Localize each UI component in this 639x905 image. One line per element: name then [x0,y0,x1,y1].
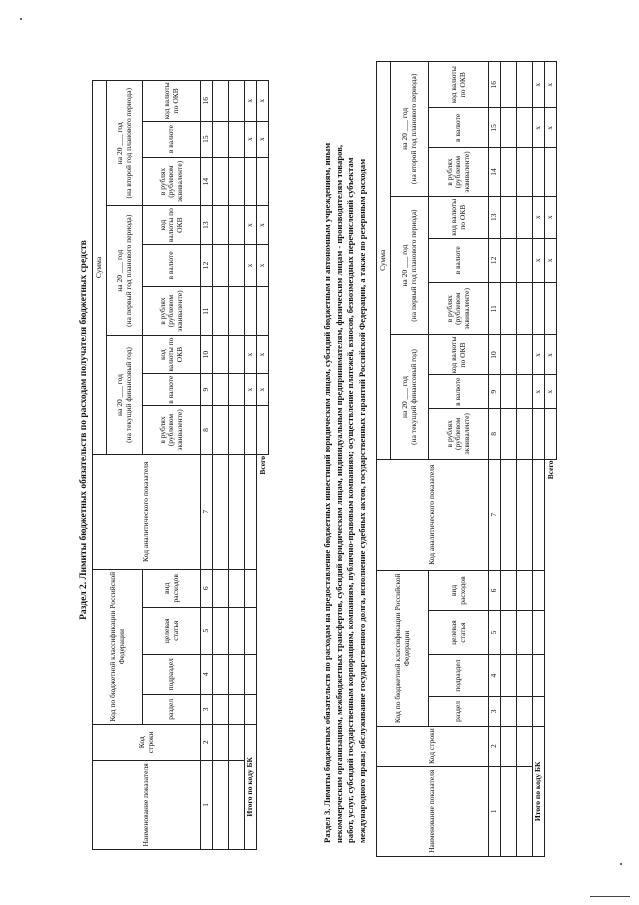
hdr-year-1: на 20 ___ год (на текущий финансовый год) [107,336,143,455]
vsego-label: Всего [545,460,555,480]
itogo-row: Итого по коду БК x x x x x x [245,81,257,850]
hdr-rub-1: в рублях (рублевом эквиваленте) [143,406,201,455]
table-row [213,81,229,850]
scan-edge-line [590,896,630,897]
hdr-name: Наименование показателя [377,766,489,856]
hdr-name: Наименование показателя [93,760,201,849]
vsego-row: Всего x x x x x x [257,81,269,850]
vsego-label: Всего [257,455,267,475]
hdr-summa: Сумма [93,81,107,455]
hdr-row-code: Код строки [93,724,201,760]
hdr-okv-1: код валюты по ОКВ [143,336,201,374]
vsego-row: Всего x x x x x x [545,62,557,857]
hdr-cel-statya: целевая статья [429,610,489,654]
hdr-val-2: в валюте [429,238,489,282]
hdr-rub-2: в рублях (рублевом эквиваленте) [429,282,489,335]
section3-title: Раздел 3. Лимиты бюджетных обязательств по расходам на предоставление бюджетных инвестиций юридическим лицам, субсидий бюджетным и автономным учреждениям, иным некоммерческим организациям, межбюджетных трансфертов, субсидий юридическим лицам, индивидуальным предпринимателям, физическим лицам - производителям товаров, работ, услуг, субсидий государственным корпорациям, компаниям, публично-правовым компаниям; осуществление платежей, взносов, безвозмездных перечислений субъектам международного права; обслуживание государственного долга, исполнение судебных актов, государственных гарантий Российской Федерации, а также по резервным расходам [322,142,367,843]
hdr-val-1: в валюте [429,375,489,409]
hdr-rub-3: в рублях (рублевом эквиваленте) [143,157,201,206]
table-row [229,81,245,850]
hdr-rub-2: в рублях (рублевом эквиваленте) [143,287,201,336]
table-row [501,62,517,857]
section2-table [92,80,269,850]
hdr-vid-rashodov: вид расходов [143,569,201,607]
itogo-label: Итого по коду БК [533,726,545,856]
hdr-year-3: на 20 ___ год (на второй год планового периода) [391,62,429,197]
hdr-val-3: в валюте [429,108,489,148]
hdr-bk-group: Код по бюджетной классификации Российской Федерации [377,570,429,726]
itogo-label: Итого по коду БК [245,724,257,849]
hdr-vid-rashodov: вид расходов [429,570,489,610]
section2-title: Раздел 2. Лимиты бюджетных обязательств по расходам получателя бюджетных средств [79,240,89,620]
hdr-cel-statya: целевая статья [143,607,201,654]
itogo-row: Итого по коду БК x x x x x x [533,62,545,857]
hdr-year-2: на 20 ___ год (на первый год планового периода) [391,196,429,335]
hdr-podrazdel: подраздел [143,654,201,694]
column-number-row: 1 2 3 4 5 6 7 8 9 10 11 12 13 14 15 16 [489,62,501,857]
hdr-okv-3: код валюты по ОКВ [429,62,489,108]
scan-speck [620,863,622,865]
column-number-row: 1 2 3 4 5 6 7 8 9 10 11 12 13 14 15 16 [201,81,213,850]
hdr-val-1: в валюте [143,374,201,406]
hdr-analytic: Код аналитического показателя [93,454,201,569]
hdr-val-2: в валюте [143,244,201,286]
hdr-year-2: на 20 ___ год (на первый год планового периода) [107,206,143,336]
hdr-okv-2: код валюты по ОКВ [143,206,201,244]
section3-table [376,61,557,857]
hdr-val-3: в валюте [143,121,201,157]
scan-speck [20,18,22,20]
hdr-rub-3: в рублях (рублевом эквиваленте) [429,148,489,196]
hdr-okv-1: код валюты по ОКВ [429,335,489,375]
hdr-rub-1: в рублях (рублевом эквиваленте) [429,409,489,459]
hdr-analytic: Код аналитического показателя [377,459,489,570]
hdr-okv-3: код валюты по ОКВ [143,81,201,122]
hdr-razdel: раздел [429,697,489,726]
hdr-razdel: раздел [143,694,201,724]
hdr-summa: Сумма [377,62,391,460]
hdr-okv-2: код валюты по ОКВ [429,196,489,238]
hdr-bk-group: Код по бюджетной классификации Российской Федерации [93,569,143,724]
hdr-row-code: Код строки [377,726,489,766]
hdr-podrazdel: подраздел [429,655,489,697]
table-row [517,62,533,857]
hdr-year-3: на 20 ___ год (на второй год планового периода) [107,81,143,206]
hdr-year-1: на 20 ___ год (на текущий финансовый год) [391,335,429,459]
